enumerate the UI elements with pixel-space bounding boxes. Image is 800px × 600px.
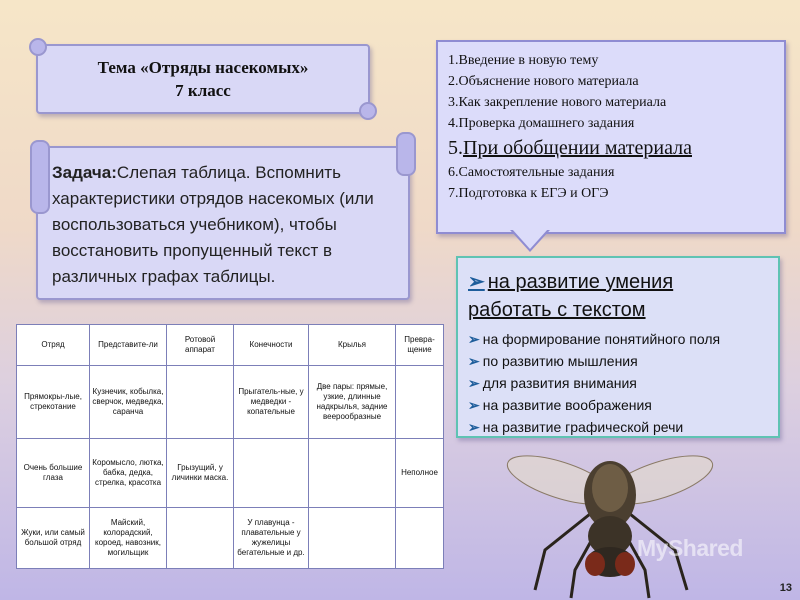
watermark-text: MyShared	[637, 535, 743, 561]
table-cell: Очень большие глаза	[17, 439, 90, 508]
table-header-cell: Представите-ли	[90, 325, 167, 366]
table-cell	[234, 439, 309, 508]
table-row	[17, 439, 444, 508]
table-row	[17, 366, 444, 439]
goal-item	[468, 328, 720, 350]
goal-item	[468, 372, 720, 394]
stage-item: 2.Объяснение нового материала	[448, 74, 639, 89]
table-header-cell: Конечности	[234, 325, 309, 366]
goals-heading	[468, 268, 673, 324]
task-description: Слепая таблица. Вспомнить характеристики отрядов насекомых (или воспользоваться учебником), чтобы восстановить пропущенный текст в различных графах таблицы.	[52, 163, 374, 286]
title-line2: 7 класс	[175, 81, 231, 100]
table-cell	[309, 439, 396, 508]
table-header-cell: Превра-щение	[396, 325, 444, 366]
stage-item: 6.Самостоятельные задания	[448, 165, 615, 180]
callout-tail-fill	[512, 229, 548, 249]
goals-box	[456, 256, 780, 438]
goal-text: на развитие воображения	[482, 397, 652, 413]
task-text	[52, 160, 398, 290]
goals-head-line1: на развитие умения	[487, 271, 674, 293]
arrow-icon: ➢	[468, 331, 480, 347]
goal-text: для развития внимания	[482, 375, 637, 391]
title-line1: Тема «Отряды насекомых»	[97, 58, 309, 77]
stage-item: 3.Как закрепление нового материала	[448, 95, 667, 110]
goals-head-line2: работать с текстом	[468, 299, 646, 321]
table-cell: Неполное	[396, 439, 444, 508]
stage-item: 1.Введение в новую тему	[448, 53, 599, 68]
table-cell: Прыгатель-ные, у медведки - копательные	[234, 366, 309, 439]
table-cell	[167, 508, 234, 569]
task-box	[36, 146, 410, 300]
arrow-icon: ➢	[468, 353, 480, 369]
table-header-row	[17, 325, 444, 366]
table-cell: Жуки, или самый большой отряд	[17, 508, 90, 569]
table-header-cell: Ротовой аппарат	[167, 325, 234, 366]
goal-item	[468, 394, 720, 416]
stages-callout	[436, 40, 786, 234]
table-cell: У плавунца - плавательные у жужелицы бегательные и др.	[234, 508, 309, 569]
title-text	[38, 56, 368, 102]
goal-text: на формирование понятийного поля	[482, 331, 721, 347]
stage5-text: При обобщении материала	[463, 137, 692, 159]
table-cell	[396, 366, 444, 439]
goal-item	[468, 350, 720, 372]
table-cell: Кузнечик, кобылка, сверчок, медведка, саранча	[90, 366, 167, 439]
goal-item	[468, 416, 720, 438]
table-cell	[309, 508, 396, 569]
arrow-icon: ➢	[468, 397, 480, 413]
table-header-cell: Крылья	[309, 325, 396, 366]
table-cell	[396, 508, 444, 569]
table-header-cell: Отряд	[17, 325, 90, 366]
fly-image	[505, 440, 715, 600]
page-number: 13	[779, 582, 792, 594]
table-cell: Майский, колорадский, короед, навозник, могильщик	[90, 508, 167, 569]
table-cell	[167, 366, 234, 439]
table-row	[17, 508, 444, 569]
table-cell: Две пары: прямые, узкие, длинные надкрылья, задние веерообразные	[309, 366, 396, 439]
table-cell: Грызущий, у личинки маска.	[167, 439, 234, 508]
title-banner	[36, 44, 370, 114]
table-cell: Прямокры-лые, стрекотание	[17, 366, 90, 439]
goals-list	[468, 328, 720, 438]
blind-table	[16, 324, 444, 569]
goal-text: по развитию мышления	[482, 353, 638, 369]
task-label: Задача:	[52, 163, 117, 182]
stage5-num: 5.	[448, 137, 463, 159]
stage-item: 7.Подготовка к ЕГЭ и ОГЭ	[448, 186, 609, 201]
stage-item: 4.Проверка домашнего задания	[448, 116, 635, 131]
table-cell: Коромысло, лютка, бабка, дедка, стрелка, красотка	[90, 439, 167, 508]
arrow-icon: ➢	[468, 271, 485, 293]
stages-list	[438, 42, 784, 204]
arrow-icon: ➢	[468, 375, 480, 391]
goal-text: на развитие графической речи	[482, 419, 684, 435]
arrow-icon: ➢	[468, 419, 480, 435]
stage-item-highlight	[448, 134, 776, 162]
